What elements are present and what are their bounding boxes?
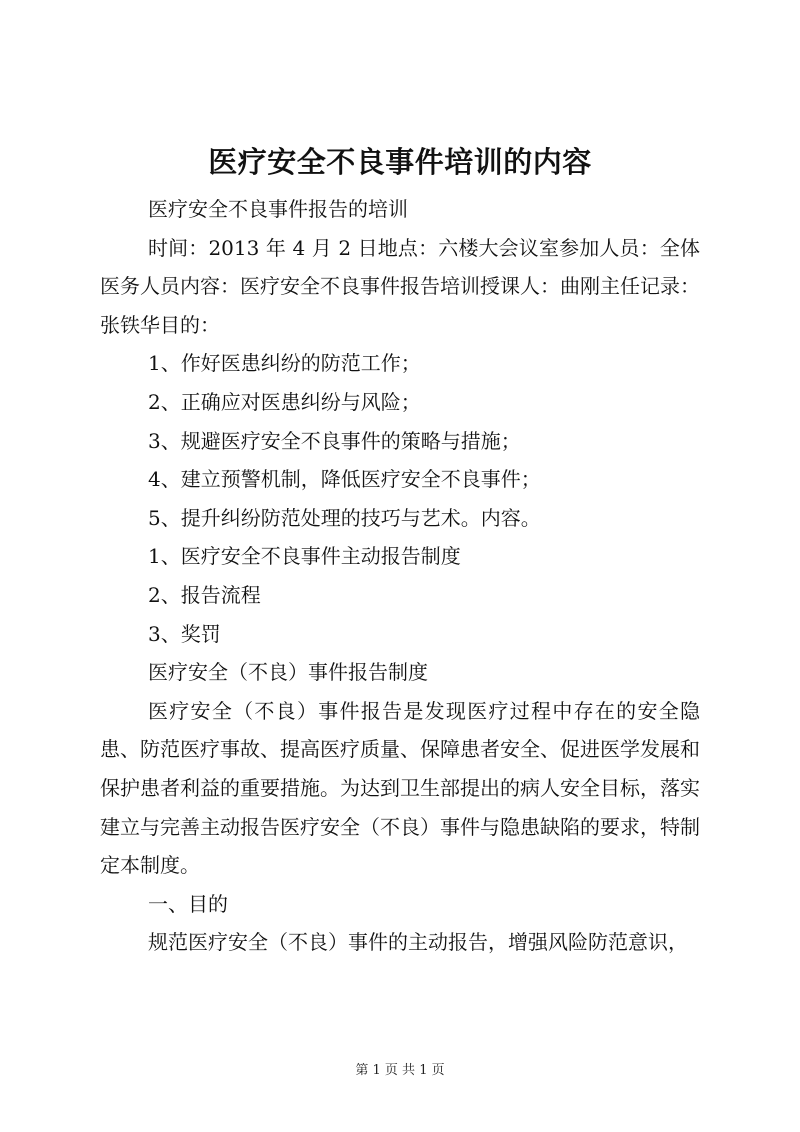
paragraph: 医疗安全不良事件报告的培训 [148, 197, 408, 221]
document-title: 医疗安全不良事件培训的内容 [208, 145, 592, 179]
list-item: 3、奖罚 [148, 621, 221, 646]
list-item: 2、正确应对医患纠纷与风险； [148, 389, 421, 414]
page-footer: 第 1 页 共 1 页 [355, 1063, 445, 1078]
paragraph: 医疗安全（不良）事件报告是发现医疗过程中存在的安全隐患、防范医疗事故、提高医疗质量、保障患者安全、促进医学发展和保护患者利益的重要措施。为达到卫生部提出的病人安全目标，落实建立与完善主动报告医疗安全（不良）事件与隐患缺陷的要求，特制定本制度。 [100, 698, 700, 878]
list-item: 1、医疗安全不良事件主动报告制度 [148, 544, 461, 569]
section-heading: 一、目的 [148, 891, 228, 916]
list-item: 4、建立预警机制，降低医疗安全不良事件； [148, 467, 541, 492]
paragraph: 时间：2013 年 4 月 2 日地点：六楼大会议室参加人员：全体医务人员内容：医疗安全不良事件报告培训授课人：曲刚主任记录：张铁华目的： [100, 235, 700, 337]
list-item: 5、提升纠纷防范处理的技巧与艺术。内容。 [148, 505, 541, 530]
document-body [100, 190, 700, 962]
list-item: 2、报告流程 [148, 582, 261, 607]
list-item: 3、规避医疗安全不良事件的策略与措施； [148, 428, 521, 453]
list-item: 1、作好医患纠纷的防范工作； [148, 351, 421, 376]
paragraph: 规范医疗安全（不良）事件的主动报告，增强风险防范意识， [148, 930, 688, 955]
section-heading: 医疗安全（不良）事件报告制度 [148, 660, 428, 685]
